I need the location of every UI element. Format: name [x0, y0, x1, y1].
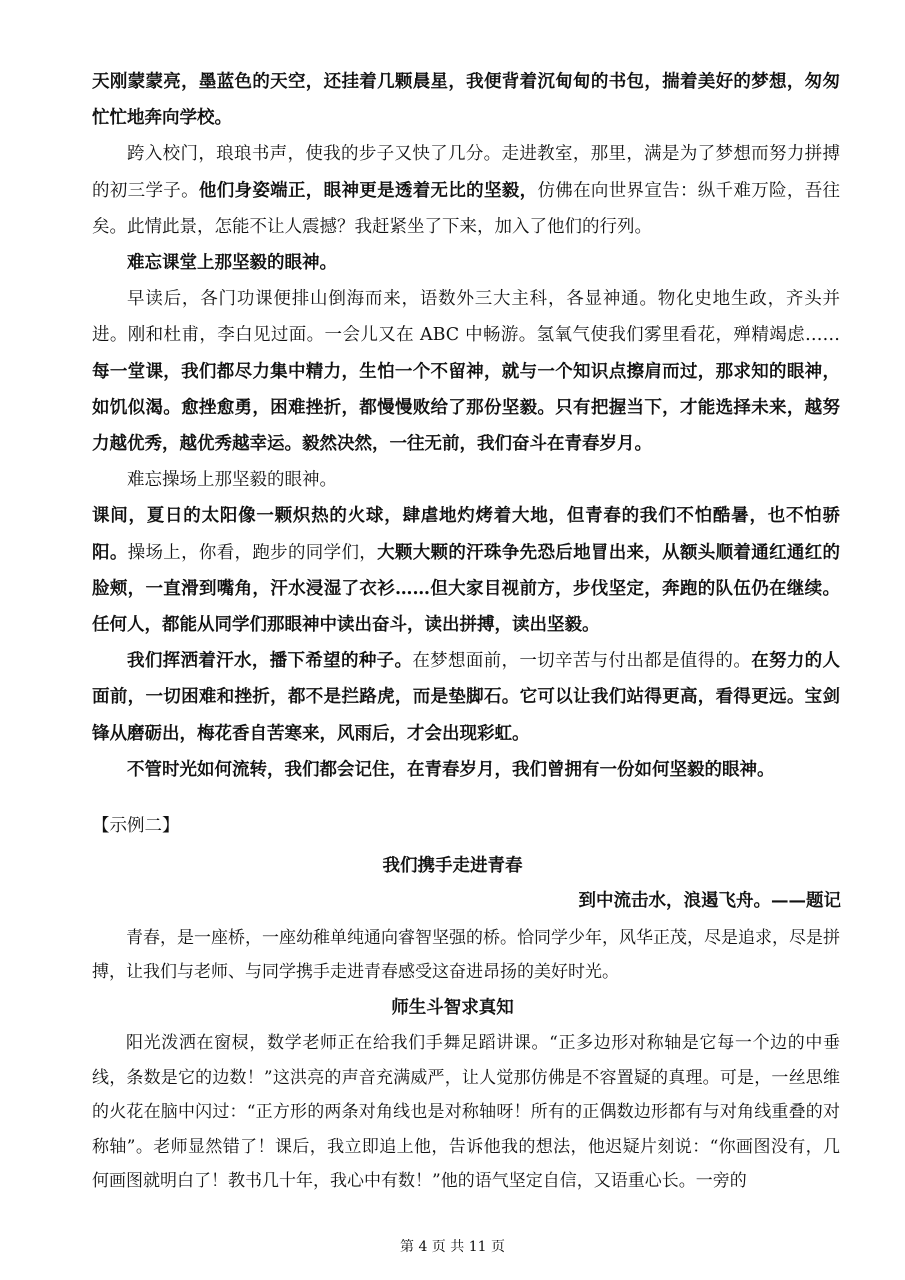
- epigraph: 到中流击水，浪遏飞舟。——题记: [578, 891, 841, 911]
- text-span: 在努力的人面前，一切困难和挫折，都不是拦路虎，而是垫脚石。它可以让我们站得更高，看得更远。宝剑锋从磨砺出，梅花香自苦寒来，风雨后，才会出现彩虹。: [92, 651, 841, 744]
- section-heading: 难忘课堂上那坚毅的眼神。: [127, 253, 337, 274]
- text-span: 课间，夏日的太阳像一颗炽热的火球，肆虐地灼烤着大地，但青春的我们不怕酷暑，也不怕骄阳。: [92, 506, 840, 563]
- paragraph: 阳光泼洒在窗棂，数学老师正在给我们手舞足蹈讲课。“正多边形对称轴是它每一个边的中垂线，条数是它的边数！”这洪亮的声音充满威严，让人觉那仿佛是不容置疑的真理。可是，一丝思维的火花在脑中闪过：“正方形的两条对角线也是对称轴呀！所有的正偶数边形都有与对角线重叠的对称轴”。老师显然错了！课后，我立即追上他，告诉他我的想法，他迟疑片刻说：“你画图没有，几何画图就明白了！教书几十年，我心中有数！”他的语气坚定自信，又语重心长。一旁的: [92, 1033, 840, 1191]
- paragraph: 不管时光如何流转，我们都会记住，在青春岁月，我们曾拥有一份如何坚毅的眼神。: [127, 759, 775, 780]
- text-span: 跨入校门，琅琅书声，使我的步子又快了几分。走进教室，那里，满是为了梦想而努力拼搏的初三学子。: [92, 144, 840, 201]
- example-label: 【示例二】: [92, 816, 180, 836]
- page-footer: 第 4 页 共 11 页: [400, 1239, 505, 1255]
- section-heading: 难忘操场上那坚毅的眼神。: [127, 470, 337, 491]
- paragraph: 天刚蒙蒙亮，墨蓝色的天空，还挂着几颗晨星，我便背着沉甸甸的书包，揣着美好的梦想，匆匆忙忙地奔向学校。: [92, 72, 840, 129]
- text-span: 大颗大颗的汗珠争先恐后地冒出来，从额头顺着通红通红的脸颊，一直滑到嘴角，汗水浸湿了衣衫……但大家目视前方，步伐坚定，奔跑的队伍仍在继续。任何人，都能从同学们那眼神中读出奋斗，读出拼搏，读出坚毅。: [92, 542, 841, 636]
- essay-intro: [92, 921, 840, 990]
- essay-example-one: [92, 64, 840, 788]
- paragraph: [92, 136, 840, 245]
- text-span: 在梦想面前，一切辛苦与付出都是值得的。: [412, 651, 752, 672]
- paragraph: [92, 281, 840, 462]
- text-span: 早读后，各门功课便排山倒海而来，语数外三大主科，各显神通。物化史地生政，齐头并进。刚和杜甫，李白见过面。一会儿又在 ABC 中畅游。氢氧气使我们雾里看花，殚精竭虑……: [92, 289, 840, 346]
- section-subtitle: 师生斗智求真知: [391, 998, 514, 1018]
- essay-title: 我们携手走进青春: [382, 856, 523, 876]
- text-span: 我们挥洒着汗水，播下希望的种子。: [127, 651, 413, 672]
- text-span: 他们身姿端正，眼神更是透着无比的坚毅，: [198, 180, 538, 201]
- text-span: 仿佛在向世界宣告：纵千难万险，吾往矣。此情此景，怎能不让人震撼？我赶紧坐了下来，加入了他们的行列。: [92, 180, 841, 237]
- paragraph: [92, 498, 840, 643]
- text-span: 每一堂课，我们都尽力集中精力，生怕一个不留神，就与一个知识点擦肩而过，那求知的眼神，如饥似渴。愈挫愈勇，困难挫折，都慢慢败给了那份坚毅。只有把握当下，才能选择未来，越努力越优秀，越优秀越幸运。毅然决然，一往无前，我们奋斗在青春岁月。: [92, 361, 840, 455]
- paragraph: 青春，是一座桥，一座幼稚单纯通向睿智坚强的桥。恰同学少年，风华正茂，尽是追求，尽是拼搏，让我们与老师、与同学携手走进青春感受这奋进昂扬的美好时光。: [92, 928, 840, 983]
- essay-body: [92, 1026, 840, 1199]
- paragraph: [92, 643, 840, 752]
- text-span: 操场上，你看，跑步的同学们，: [127, 542, 378, 563]
